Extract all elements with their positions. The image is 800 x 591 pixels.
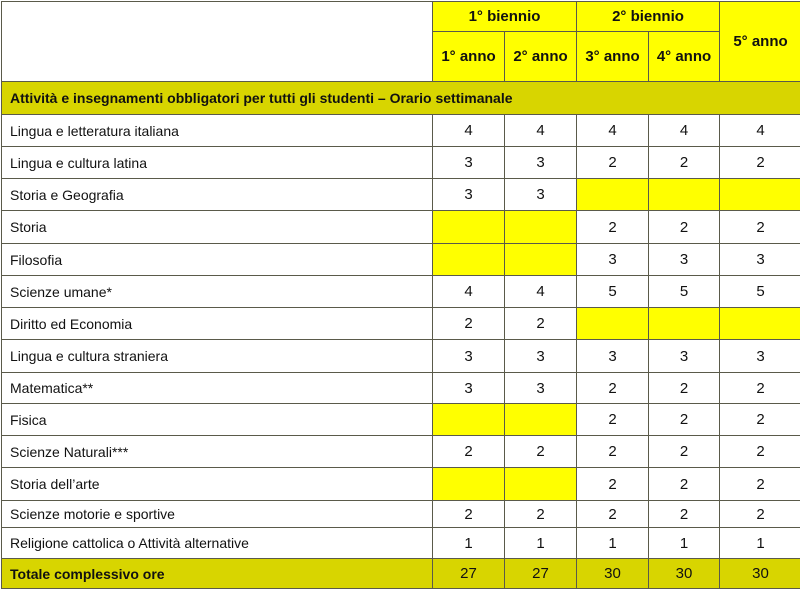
- subject-name: Fisica: [2, 404, 433, 436]
- table-row: [2, 276, 800, 308]
- hours-cell: 2: [433, 436, 505, 468]
- hours-cell: 5: [720, 276, 800, 308]
- subject-name: Storia e Geografia: [2, 179, 433, 211]
- total-value: 27: [505, 559, 577, 589]
- table-row: [2, 179, 800, 211]
- subject-name: Religione cattolica o Attività alternative: [2, 528, 433, 559]
- hours-cell: 4: [649, 115, 720, 147]
- hours-cell: 3: [505, 179, 577, 211]
- hours-cell: 3: [649, 244, 720, 276]
- hours-cell: 2: [577, 147, 649, 179]
- hours-cell: 1: [505, 528, 577, 559]
- subject-name: Diritto ed Economia: [2, 308, 433, 340]
- hours-cell: 2: [433, 501, 505, 528]
- subject-name: Scienze motorie e sportive: [2, 501, 433, 528]
- hours-cell: 2: [577, 501, 649, 528]
- table-row: [2, 404, 800, 436]
- hours-cell: 2: [720, 404, 800, 436]
- hours-cell: 2: [720, 373, 800, 404]
- hours-cell: 2: [433, 308, 505, 340]
- hours-cell: 1: [649, 528, 720, 559]
- empty-hours-cell: [433, 211, 505, 244]
- total-value: 30: [577, 559, 649, 589]
- subject-name: Storia dell’arte: [2, 468, 433, 501]
- hours-cell: 2: [649, 404, 720, 436]
- subject-name: Scienze Naturali***: [2, 436, 433, 468]
- hours-cell: 2: [577, 404, 649, 436]
- hours-cell: 3: [433, 340, 505, 373]
- hours-cell: 2: [577, 211, 649, 244]
- subject-name: Matematica**: [2, 373, 433, 404]
- table-row: [2, 211, 800, 244]
- table-row: [2, 115, 800, 147]
- hours-cell: 5: [577, 276, 649, 308]
- hours-cell: 2: [720, 501, 800, 528]
- hours-cell: 2: [577, 436, 649, 468]
- hours-cell: 4: [433, 115, 505, 147]
- header-biennio-1: 1° biennio: [433, 2, 577, 32]
- hours-cell: 2: [649, 436, 720, 468]
- total-value: 30: [649, 559, 720, 589]
- table-row: [2, 147, 800, 179]
- subject-name: Filosofia: [2, 244, 433, 276]
- hours-cell: 2: [505, 436, 577, 468]
- header-biennio-2: 2° biennio: [577, 2, 720, 32]
- subject-name: Lingua e cultura latina: [2, 147, 433, 179]
- timetable: [1, 1, 800, 589]
- empty-hours-cell: [720, 308, 800, 340]
- hours-cell: 4: [433, 276, 505, 308]
- hours-cell: 4: [720, 115, 800, 147]
- hours-cell: 3: [433, 179, 505, 211]
- empty-hours-cell: [505, 404, 577, 436]
- table-row: [2, 373, 800, 404]
- empty-hours-cell: [577, 308, 649, 340]
- hours-cell: 2: [505, 501, 577, 528]
- hours-cell: 5: [649, 276, 720, 308]
- table-row: [2, 308, 800, 340]
- table-row: [2, 528, 800, 559]
- hours-cell: 3: [433, 147, 505, 179]
- subject-name: Lingua e letteratura italiana: [2, 115, 433, 147]
- total-value: 30: [720, 559, 800, 589]
- hours-cell: 2: [577, 373, 649, 404]
- header-anno-3: 3° anno: [577, 32, 649, 82]
- empty-hours-cell: [433, 468, 505, 501]
- total-value: 27: [433, 559, 505, 589]
- hours-cell: 3: [577, 340, 649, 373]
- header-empty-cell: [2, 2, 433, 82]
- table-row: [2, 468, 800, 501]
- hours-cell: 3: [720, 340, 800, 373]
- hours-cell: 4: [505, 276, 577, 308]
- hours-cell: 2: [720, 468, 800, 501]
- table-row: [2, 501, 800, 528]
- empty-hours-cell: [649, 308, 720, 340]
- empty-hours-cell: [505, 468, 577, 501]
- empty-hours-cell: [433, 404, 505, 436]
- hours-cell: 2: [649, 211, 720, 244]
- empty-hours-cell: [577, 179, 649, 211]
- hours-cell: 2: [720, 211, 800, 244]
- header-anno-4: 4° anno: [649, 32, 720, 82]
- hours-cell: 1: [433, 528, 505, 559]
- hours-cell: 3: [505, 340, 577, 373]
- subject-name: Storia: [2, 211, 433, 244]
- total-label: Totale complessivo ore: [2, 559, 433, 589]
- hours-cell: 2: [649, 501, 720, 528]
- table-row: [2, 244, 800, 276]
- hours-cell: 4: [577, 115, 649, 147]
- section-title: Attività e insegnamenti obbligatori per tutti gli studenti – Orario settimanale: [2, 82, 800, 115]
- hours-cell: 3: [649, 340, 720, 373]
- header-anno-2: 2° anno: [505, 32, 577, 82]
- hours-cell: 3: [433, 373, 505, 404]
- hours-cell: 3: [505, 147, 577, 179]
- header-anno-1: 1° anno: [433, 32, 505, 82]
- header-anno-5: 5° anno: [720, 2, 800, 82]
- table-row: [2, 340, 800, 373]
- subject-name: Scienze umane*: [2, 276, 433, 308]
- hours-cell: 2: [649, 147, 720, 179]
- hours-cell: 2: [649, 468, 720, 501]
- hours-cell: 2: [720, 147, 800, 179]
- hours-cell: 2: [649, 373, 720, 404]
- empty-hours-cell: [433, 244, 505, 276]
- hours-cell: 2: [505, 308, 577, 340]
- table-row: [2, 436, 800, 468]
- hours-cell: 2: [720, 436, 800, 468]
- subject-name: Lingua e cultura straniera: [2, 340, 433, 373]
- hours-cell: 3: [577, 244, 649, 276]
- hours-cell: 2: [577, 468, 649, 501]
- empty-hours-cell: [505, 244, 577, 276]
- empty-hours-cell: [649, 179, 720, 211]
- hours-cell: 3: [720, 244, 800, 276]
- hours-cell: 1: [577, 528, 649, 559]
- hours-cell: 3: [505, 373, 577, 404]
- hours-cell: 4: [505, 115, 577, 147]
- empty-hours-cell: [505, 211, 577, 244]
- hours-cell: 1: [720, 528, 800, 559]
- empty-hours-cell: [720, 179, 800, 211]
